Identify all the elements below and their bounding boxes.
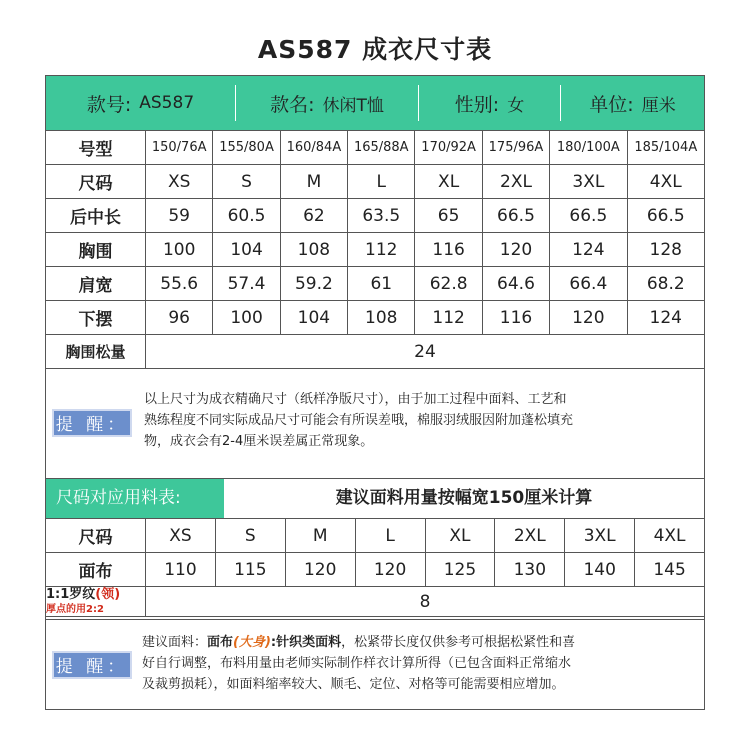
size-table-row — [46, 301, 705, 335]
unit — [561, 85, 704, 121]
size-table-cell: 128 — [627, 233, 704, 267]
fabric-table-cell: L — [355, 519, 425, 553]
size-table-cell: 112 — [348, 233, 415, 267]
note-fabric-body: (大身) — [233, 635, 271, 650]
note-line: 熟练程度不同实际成品尺寸可能会有所误差哦，棉服羽绒服因附加蓬松填充 — [144, 413, 574, 428]
fabric-table-cell: 120 — [285, 553, 355, 587]
style-header-bar — [46, 76, 704, 130]
size-table-cell: 64.6 — [482, 267, 549, 301]
note-line: 以上尺寸为成衣精确尺寸（纸样净版尺寸），由于加工过程中面料、工艺和 — [144, 392, 567, 407]
size-table-cell: 124 — [627, 301, 704, 335]
size-table-cell: 170/92A — [415, 131, 482, 165]
note-fabric-rest: ，松紧带长度仅供参考可根据松紧性和喜 — [341, 635, 576, 650]
rib-label-main: 1:1罗纹 — [46, 587, 96, 602]
style-name-label: 款名: — [270, 93, 315, 116]
size-table-cell: 120 — [550, 301, 627, 335]
note-line: 及裁剪损耗），如面料缩率较大、顺毛、定位、对格等可能需要相应增加。 — [142, 677, 565, 692]
size-table-cell: 160/84A — [280, 131, 347, 165]
note-fabric — [46, 619, 704, 711]
ease-value: 24 — [146, 335, 705, 369]
fabric-table-row — [46, 519, 705, 553]
fabric-table-cell: XS — [146, 519, 216, 553]
size-table-cell: 59.2 — [280, 267, 347, 301]
note-line — [142, 632, 700, 653]
size-table-cell: S — [213, 165, 280, 199]
note-line: 物，成衣会有2-4厘米误差属正常现象。 — [144, 434, 374, 449]
size-table-cell: 66.5 — [550, 199, 627, 233]
note-precision-text — [144, 389, 699, 452]
unit-value: 厘米 — [641, 95, 676, 116]
unit-label: 单位: — [589, 93, 634, 116]
size-table-cell: 108 — [348, 301, 415, 335]
fabric-table-cell: 140 — [565, 553, 635, 587]
size-table-row — [46, 165, 705, 199]
size-table-cell: 59 — [146, 199, 213, 233]
note-fabric-text — [142, 632, 700, 695]
fabric-table-cell: 130 — [495, 553, 565, 587]
size-table-cell: 175/96A — [482, 131, 549, 165]
fabric-table-row — [46, 553, 705, 587]
size-table-cell: 4XL — [627, 165, 704, 199]
gender-value: 女 — [507, 95, 525, 116]
fabric-table-cell: 3XL — [565, 519, 635, 553]
size-table-cell: 155/80A — [213, 131, 280, 165]
fabric-table-cell: 125 — [425, 553, 495, 587]
size-table-row — [46, 233, 705, 267]
fabric-table-cell: 4XL — [635, 519, 705, 553]
fabric-table-cell: 120 — [355, 553, 425, 587]
size-table-cell: 96 — [146, 301, 213, 335]
size-table-cell: 55.6 — [146, 267, 213, 301]
fabric-header — [46, 479, 704, 519]
style-name-value: 休闲T恤 — [322, 95, 384, 116]
fabric-table-cell: XL — [425, 519, 495, 553]
fabric-table-cell: 145 — [635, 553, 705, 587]
fabric-table-row-label: 尺码 — [46, 519, 146, 553]
rib-label-collar: (领) — [95, 587, 121, 602]
size-table — [45, 130, 705, 369]
fabric-table — [45, 518, 705, 617]
note-line: 好自行调整，布料用量由老师实际制作样衣计算所得（已包含面料正常缩水 — [142, 656, 572, 671]
size-table-cell: 100 — [146, 233, 213, 267]
note-fabric-main: 面布 — [207, 635, 234, 650]
size-table-cell: 60.5 — [213, 199, 280, 233]
size-table-row-label: 号型 — [46, 131, 146, 165]
page-title: AS587 成衣尺寸表 — [257, 35, 493, 64]
size-table-row — [46, 199, 705, 233]
note-precision — [46, 369, 704, 479]
fabric-table-cell: 110 — [146, 553, 216, 587]
fabric-table-row-label: 面布 — [46, 553, 146, 587]
size-table-row-label: 后中长 — [46, 199, 146, 233]
size-table-cell: 3XL — [550, 165, 627, 199]
size-table-cell: 66.5 — [482, 199, 549, 233]
fabric-table-cell: M — [285, 519, 355, 553]
size-table-cell: 116 — [482, 301, 549, 335]
gender-label: 性别: — [454, 93, 500, 116]
size-chart-sheet — [45, 75, 705, 710]
style-number-value: AS587 — [139, 93, 195, 113]
size-table-cell: 104 — [280, 301, 347, 335]
gender — [419, 85, 561, 121]
fabric-table-cell: 2XL — [495, 519, 565, 553]
size-table-cell: 62.8 — [415, 267, 482, 301]
size-table-cell: XL — [415, 165, 482, 199]
fabric-table-cell: S — [215, 519, 285, 553]
size-table-row — [46, 267, 705, 301]
size-table-cell: 185/104A — [627, 131, 704, 165]
size-table-cell: 63.5 — [348, 199, 415, 233]
size-table-cell: 165/88A — [348, 131, 415, 165]
size-table-cell: 120 — [482, 233, 549, 267]
style-number — [46, 85, 236, 121]
size-table-cell: 108 — [280, 233, 347, 267]
size-table-cell: L — [348, 165, 415, 199]
size-table-cell: 57.4 — [213, 267, 280, 301]
size-table-cell: 104 — [213, 233, 280, 267]
size-table-cell: 65 — [415, 199, 482, 233]
style-name — [236, 85, 419, 121]
rib-value: 8 — [146, 587, 705, 617]
size-table-cell: 100 — [213, 301, 280, 335]
ease-label: 胸围松量 — [46, 335, 146, 369]
size-table-cell: 68.2 — [627, 267, 704, 301]
reminder-badge: 提 醒： — [52, 409, 132, 437]
size-table-row — [46, 131, 705, 165]
size-table-cell: 2XL — [482, 165, 549, 199]
note-fabric-prefix: 建议面料： — [142, 635, 208, 650]
note-fabric-knit: :针织类面料 — [270, 635, 342, 650]
size-table-cell: 150/76A — [146, 131, 213, 165]
fabric-table-cell: 115 — [215, 553, 285, 587]
size-table-row-label: 肩宽 — [46, 267, 146, 301]
reminder-badge: 提 醒： — [52, 651, 132, 679]
fabric-header-right: 建议面料用量按幅宽150厘米计算 — [335, 488, 593, 508]
size-table-cell: 116 — [415, 233, 482, 267]
size-table-cell: 61 — [348, 267, 415, 301]
size-table-cell: 66.5 — [627, 199, 704, 233]
size-table-cell: 180/100A — [550, 131, 627, 165]
size-table-cell: 62 — [280, 199, 347, 233]
size-table-row-label: 尺码 — [46, 165, 146, 199]
rib-label — [46, 587, 146, 617]
size-table-cell: M — [280, 165, 347, 199]
rib-label-note: 厚点的用2:2 — [46, 604, 104, 615]
size-table-row-label: 胸围 — [46, 233, 146, 267]
size-table-cell: 124 — [550, 233, 627, 267]
style-number-label: 款号: — [86, 93, 132, 116]
size-table-cell: 66.4 — [550, 267, 627, 301]
size-table-cell: 112 — [415, 301, 482, 335]
size-table-cell: XS — [146, 165, 213, 199]
size-table-row-label: 下摆 — [46, 301, 146, 335]
fabric-header-left: 尺码对应用料表: — [46, 479, 224, 518]
